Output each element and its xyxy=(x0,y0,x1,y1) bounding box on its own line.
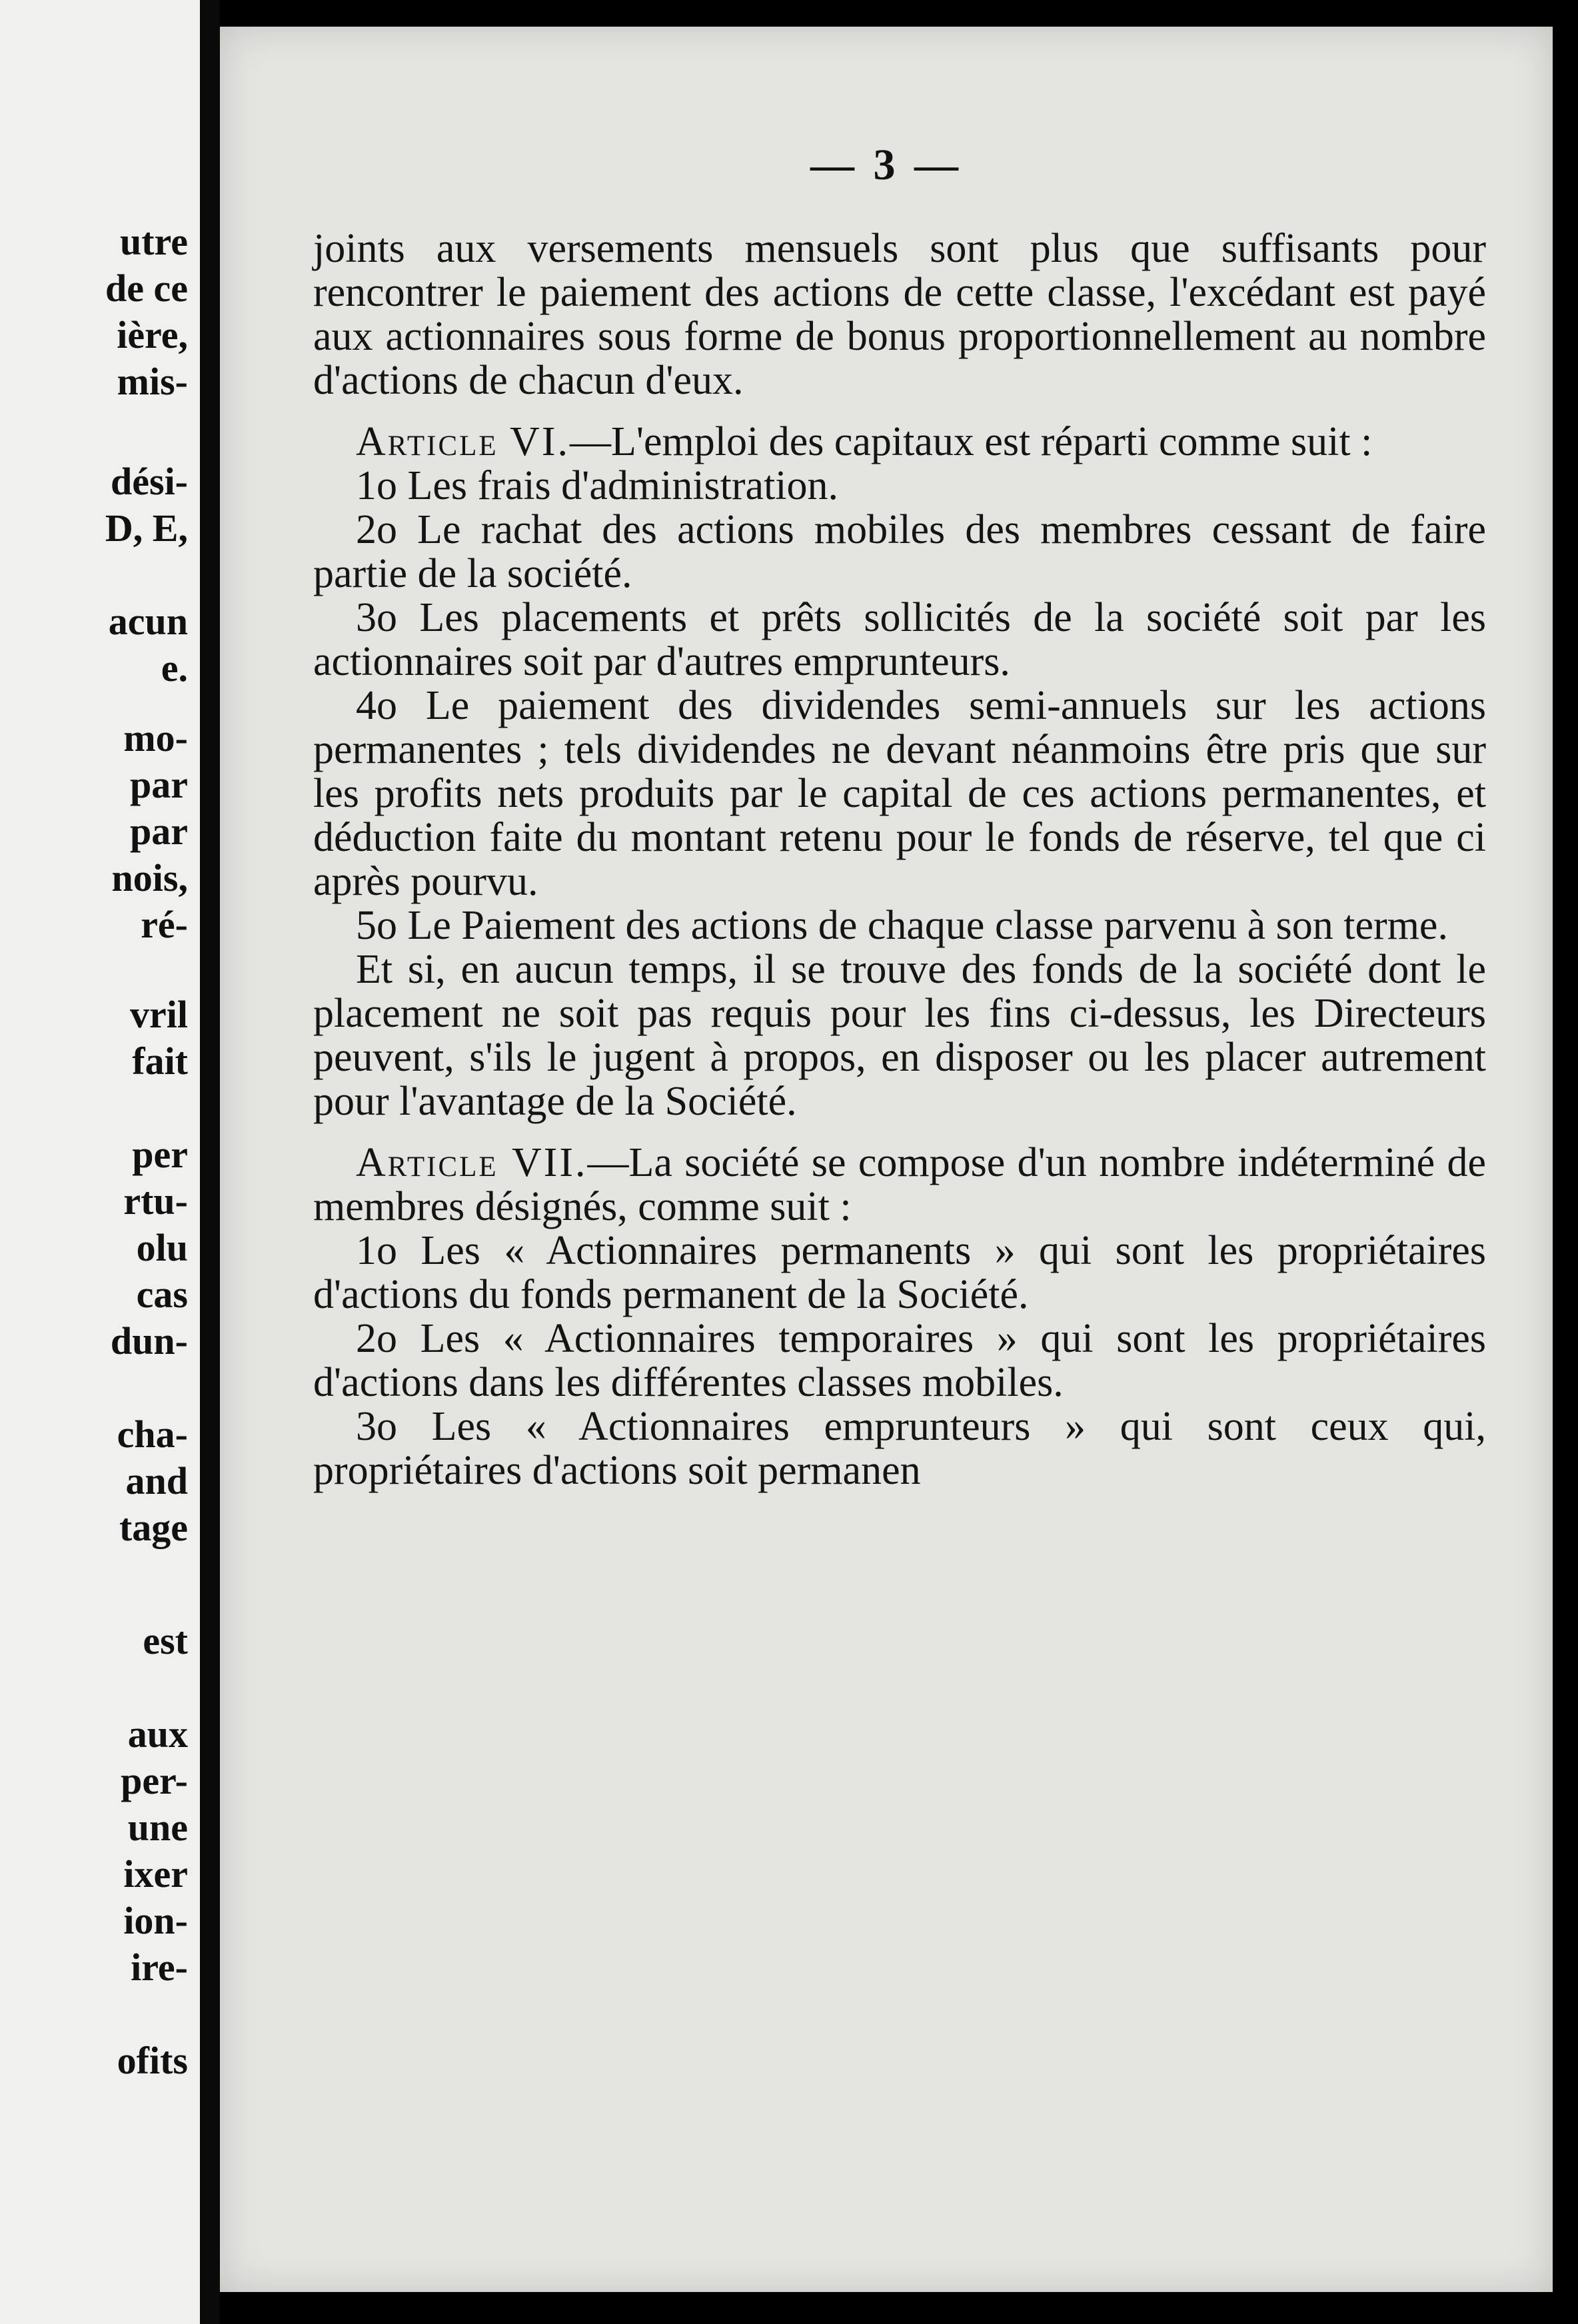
article-7-label: Article VII. xyxy=(356,1140,588,1185)
facing-page-line: est xyxy=(143,1619,188,1662)
facing-page-line: ixer xyxy=(123,1852,188,1896)
article-7-item: 2o Les « Actionnaires temporaires » qui sont les propriétaires d'actions dans les différentes classes mobiles. xyxy=(313,1316,1486,1405)
facing-page-line: ré- xyxy=(141,903,188,946)
facing-page-line: per- xyxy=(121,1759,188,1802)
scan-border xyxy=(1553,0,1578,2324)
facing-page-line: mo- xyxy=(123,716,188,760)
facing-page-line: ire- xyxy=(131,1946,188,1989)
facing-page-line: olu xyxy=(136,1226,188,1269)
facing-page-line: par xyxy=(130,763,188,806)
facing-page-line: rtu- xyxy=(123,1179,188,1223)
facing-page-line: cas xyxy=(136,1273,188,1316)
article-7-item: 3o Les « Actionnaires emprunteurs » qui sont ceux qui, propriétaires d'actions soit permanen xyxy=(313,1404,1486,1493)
facing-page-line: per xyxy=(132,1133,188,1176)
facing-page-line: ion- xyxy=(123,1899,188,1942)
article-6-item: 4o Le paiement des dividendes semi-annuels sur les actions permanentes ; tels dividendes ne devant néanmoins être pris que sur les profits nets produits par le capital de ces actions permanentes, et déduction faite du montant retenu pour le fonds de réserve, tel que ci après pourvu. xyxy=(313,683,1486,904)
facing-page-line: nois, xyxy=(111,856,188,899)
facing-page-line: acun xyxy=(108,600,188,643)
facing-page-line: cha- xyxy=(117,1413,188,1456)
article-6-heading xyxy=(313,420,1486,464)
facing-page-line: ière, xyxy=(117,313,188,356)
article-7-text: —La société se compose d'un nombre indéterminé de membres désignés, comme suit : xyxy=(313,1140,1486,1229)
article-6-item: 3o Les placements et prêts sollicités de la société soit par les actionnaires soit par d'autres emprunteurs. xyxy=(313,595,1486,684)
article-6-item: 2o Le rachat des actions mobiles des membres cessant de faire partie de la société. xyxy=(313,507,1486,596)
facing-page-line: mis- xyxy=(117,360,188,403)
facing-page-line: D, E, xyxy=(105,506,188,550)
article-6-item: 1o Les frais d'administration. xyxy=(356,463,839,508)
facing-page-line: aux xyxy=(127,1712,188,1756)
article-6-label: Article VI. xyxy=(356,419,570,464)
facing-page-line: and xyxy=(125,1459,188,1502)
facing-page-line: e. xyxy=(161,646,188,690)
facing-page-fragment xyxy=(0,0,200,2324)
facing-page-line: une xyxy=(127,1806,188,1849)
facing-page-line: dun- xyxy=(110,1319,188,1363)
facing-page-line: vril xyxy=(130,993,188,1036)
facing-page-line: dési- xyxy=(111,460,188,503)
facing-page-line: fait xyxy=(132,1039,188,1083)
page xyxy=(220,27,1553,2292)
page-gutter xyxy=(200,0,220,2324)
article-6-text: —L'emploi des capitaux est réparti comme suit : xyxy=(569,419,1373,464)
article-7-item: 1o Les « Actionnaires permanents » qui sont les propriétaires d'actions du fonds permanent de la Société. xyxy=(313,1228,1486,1317)
facing-page-line: ofits xyxy=(117,2039,188,2082)
facing-page-line: utre xyxy=(119,220,188,263)
paragraph-intro: joints aux versements mensuels sont plus que suffisants pour rencontrer le paiement des actions de cette classe, l'excédant est payé aux actionnaires sous forme de bonus proportionnellement au nombre d'actions de chacun d'eux. xyxy=(313,226,1486,403)
facing-page-line: tage xyxy=(119,1506,188,1549)
facing-page-line: par xyxy=(130,810,188,853)
body-text xyxy=(313,227,1486,1492)
article-6-closing: Et si, en aucun temps, il se trouve des fonds de la société dont le placement ne soit pas requis pour les fins ci-dessus, les Directeurs peuvent, s'ils le jugent à propos, en disposer ou les placer autrement pour l'avantage de la Société. xyxy=(313,947,1486,1124)
page-number: — 3 — xyxy=(810,141,962,189)
facing-page-line: de ce xyxy=(105,267,188,310)
article-7-heading xyxy=(313,1141,1486,1229)
article-6-item: 5o Le Paiement des actions de chaque classe parvenu à son terme. xyxy=(356,903,1448,948)
